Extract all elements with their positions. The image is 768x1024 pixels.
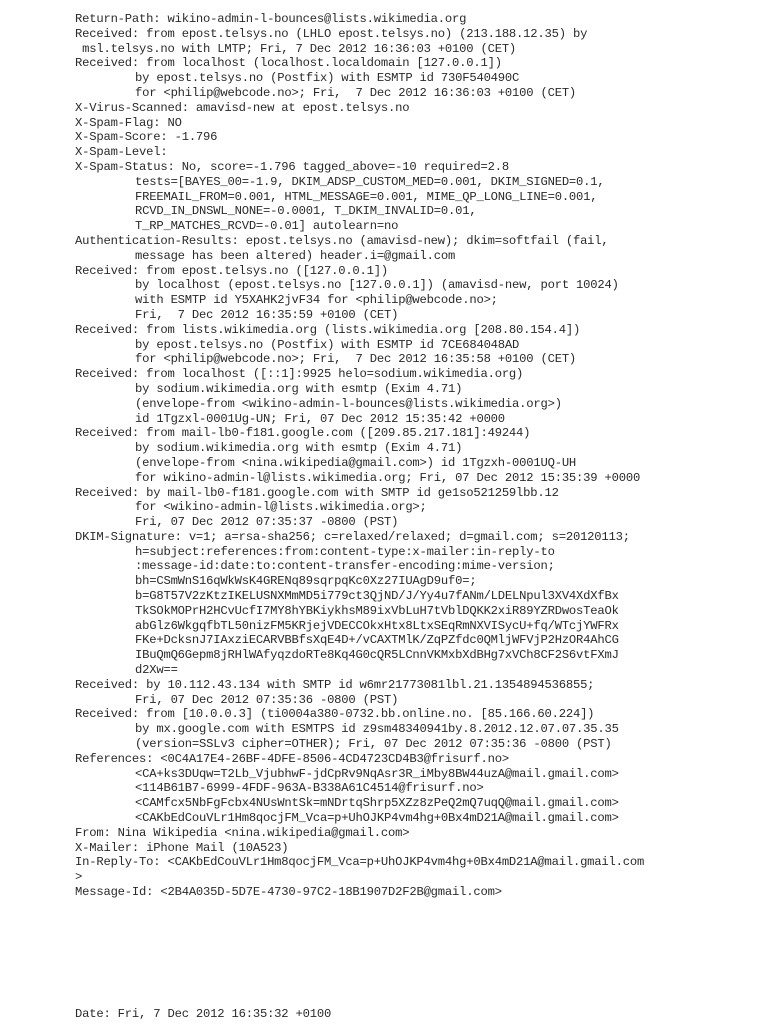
header-line: Received: by mail-lb0-f181.google.com with SMTP id ge1so521259lbb.12	[75, 485, 559, 500]
header-line: by mx.google.com with ESMTPS id z9sm48340941by.8.2012.12.07.07.35.35	[135, 722, 619, 737]
header-line: FKe+DcksnJ7IAxziECARVBBfsXqE4D+/vCAXTMlK/ZqPZfdc0QMljWFVjP2HzOR4AhCG	[135, 633, 619, 648]
header-line: Message-Id: <2B4A035D-5D7E-4730-97C2-18B1907D2F2B@gmail.com>	[75, 885, 502, 900]
header-line: Received: from localhost (localhost.localdomain [127.0.0.1])	[75, 56, 502, 71]
header-line: for wikino-admin-l@lists.wikimedia.org; Fri, 07 Dec 2012 15:35:39 +0000	[135, 470, 641, 485]
header-line: DKIM-Signature: v=1; a=rsa-sha256; c=relaxed/relaxed; d=gmail.com; s=20120113;	[75, 529, 630, 544]
email-headers-block	[75, 12, 755, 900]
header-line: <CAMfcx5NbFgFcbx4NUsWntSk=mNDrtqShrp5XZz8zPeQ2mQ7uqQ@mail.gmail.com>	[135, 796, 619, 811]
header-line: X-Spam-Status: No, score=-1.796 tagged_above=-10 required=2.8	[75, 159, 509, 174]
header-line: From: Nina Wikipedia <nina.wikipedia@gmail.com>	[75, 825, 410, 840]
header-line: (version=SSLv3 cipher=OTHER); Fri, 07 Dec 2012 07:35:36 -0800 (PST)	[135, 737, 612, 752]
header-line: h=subject:references:from:content-type:x-mailer:in-reply-to	[135, 544, 555, 559]
header-line: by sodium.wikimedia.org with esmtp (Exim 4.71)	[135, 441, 463, 456]
header-line: Received: from mail-lb0-f181.google.com ([209.85.217.181]:49244)	[75, 426, 531, 441]
header-line: T_RP_MATCHES_RCVD=-0.01] autolearn=no	[135, 219, 399, 234]
header-line: Received: from epost.telsys.no ([127.0.0.1])	[75, 263, 389, 278]
header-line: for <philip@webcode.no>; Fri, 7 Dec 2012 16:36:03 +0100 (CET)	[135, 85, 577, 100]
header-line: id 1Tgzxl-0001Ug-UN; Fri, 07 Dec 2012 15:35:42 +0000	[135, 411, 505, 426]
header-line: X-Spam-Score: -1.796	[75, 130, 218, 145]
header-line: by sodium.wikimedia.org with esmtp (Exim 4.71)	[135, 381, 463, 396]
header-line: <CA+ks3DUqw=T2Lb_VjubhwF-jdCpRv9NqAsr3R_iMby8BW44uzA@mail.gmail.com>	[135, 766, 619, 781]
header-line: Fri, 7 Dec 2012 16:35:59 +0100 (CET)	[135, 307, 399, 322]
header-line: (envelope-from <nina.wikipedia@gmail.com>) id 1Tgzxh-0001UQ-UH	[135, 455, 577, 470]
header-line: Received: from epost.telsys.no (LHLO epost.telsys.no) (213.188.12.35) by	[75, 26, 588, 41]
header-line: for <wikino-admin-l@lists.wikimedia.org>;	[135, 500, 427, 515]
header-line: Received: by 10.112.43.134 with SMTP id w6mr21773081lbl.21.1354894536855;	[75, 677, 595, 692]
header-line: X-Spam-Level:	[75, 145, 168, 160]
header-line: by epost.telsys.no (Postfix) with ESMTP id 730F540490C	[135, 71, 520, 86]
header-line: by epost.telsys.no (Postfix) with ESMTP id 7CE684048AD	[135, 337, 520, 352]
header-line: Fri, 07 Dec 2012 07:35:37 -0800 (PST)	[135, 515, 399, 530]
header-line: References: <0C4A17E4-26BF-4DFE-8506-4CD4723CD4B3@frisurf.no>	[75, 751, 509, 766]
header-line: by localhost (epost.telsys.no [127.0.0.1]) (amavisd-new, port 10024)	[135, 278, 619, 293]
header-line: X-Virus-Scanned: amavisd-new at epost.telsys.no	[75, 100, 410, 115]
header-line: bh=CSmWnS16qWkWsK4GRENq89sqrpqKc0Xz27IUAgD9uf0=;	[135, 574, 477, 589]
header-line: IBuQmQ6Gepm8jRHlWAfyqzdoRTe8Kq4G0cQR5LCnnVKMxbXdBHg7xVCh8CF2S6vtFXmJ	[135, 648, 619, 663]
header-line: msl.telsys.no with LMTP; Fri, 7 Dec 2012 16:36:03 +0100 (CET)	[75, 41, 517, 56]
header-line: for <philip@webcode.no>; Fri, 7 Dec 2012 16:35:58 +0100 (CET)	[135, 352, 577, 367]
header-line: message has been altered) header.i=@gmail.com	[135, 248, 456, 263]
header-line: >	[75, 870, 83, 885]
header-line: b=G8T57V2zKtzIKELUSNXMmMD5i779ct3QjND/J/Yy4u7fANm/LDELNpul3XV4XdXfBx	[135, 589, 619, 604]
header-line: <CAKbEdCouVLr1Hm8qocjFM_Vca=p+UhOJKP4vm4hg+0Bx4mD21A@mail.gmail.com>	[135, 811, 619, 826]
header-line: Fri, 07 Dec 2012 07:35:36 -0800 (PST)	[135, 692, 399, 707]
header-line: <114B61B7-6999-4FDF-963A-B338A61C4514@frisurf.no>	[135, 781, 484, 796]
header-line: :message-id:date:to:content-transfer-encoding:mime-version;	[135, 559, 555, 574]
header-line: Received: from localhost ([::1]:9925 helo=sodium.wikimedia.org)	[75, 367, 524, 382]
header-line: Received: from lists.wikimedia.org (lists.wikimedia.org [208.80.154.4])	[75, 322, 581, 337]
header-line: Authentication-Results: epost.telsys.no (amavisd-new); dkim=softfail (fail,	[75, 233, 609, 248]
header-line: FREEMAIL_FROM=0.001, HTML_MESSAGE=0.001, MIME_QP_LONG_LINE=0.001,	[135, 189, 598, 204]
header-line: tests=[BAYES_00=-1.9, DKIM_ADSP_CUSTOM_MED=0.001, DKIM_SIGNED=0.1,	[135, 174, 605, 189]
header-line: TkSOkMOPrH2HCvUcfI7MY8hYBKiykhsM89ixVbLuH7tVblDQKK2xiR89YZRDwosTeaOk	[135, 603, 619, 618]
header-line: d2Xw==	[135, 663, 178, 678]
header-line: Return-Path: wikino-admin-l-bounces@lists.wikimedia.org	[75, 12, 467, 26]
header-line: X-Mailer: iPhone Mail (10A523)	[75, 840, 289, 855]
header-line: with ESMTP id Y5XAHK2jvF34 for <philip@webcode.no>;	[135, 293, 498, 308]
header-line: Received: from [10.0.0.3] (ti0004a380-0732.bb.online.no. [85.166.60.224])	[75, 707, 595, 722]
header-line: RCVD_IN_DNSWL_NONE=-0.0001, T_DKIM_INVALID=0.01,	[135, 204, 477, 219]
header-line: In-Reply-To: <CAKbEdCouVLr1Hm8qocjFM_Vca=p+UhOJKP4vm4hg+0Bx4mD21A@mail.gmail.com	[75, 855, 645, 870]
header-line: X-Spam-Flag: NO	[75, 115, 182, 130]
date-header-line: Date: Fri, 7 Dec 2012 16:35:32 +0100	[75, 1007, 332, 1021]
header-line: (envelope-from <wikino-admin-l-bounces@lists.wikimedia.org>)	[135, 396, 562, 411]
header-line: abGlz6WkgqfbTL50nizFM5KRjejVDECCOkxHtx8LtxSEqRmNXVISycU+fq/WTcjYWFRx	[135, 618, 619, 633]
